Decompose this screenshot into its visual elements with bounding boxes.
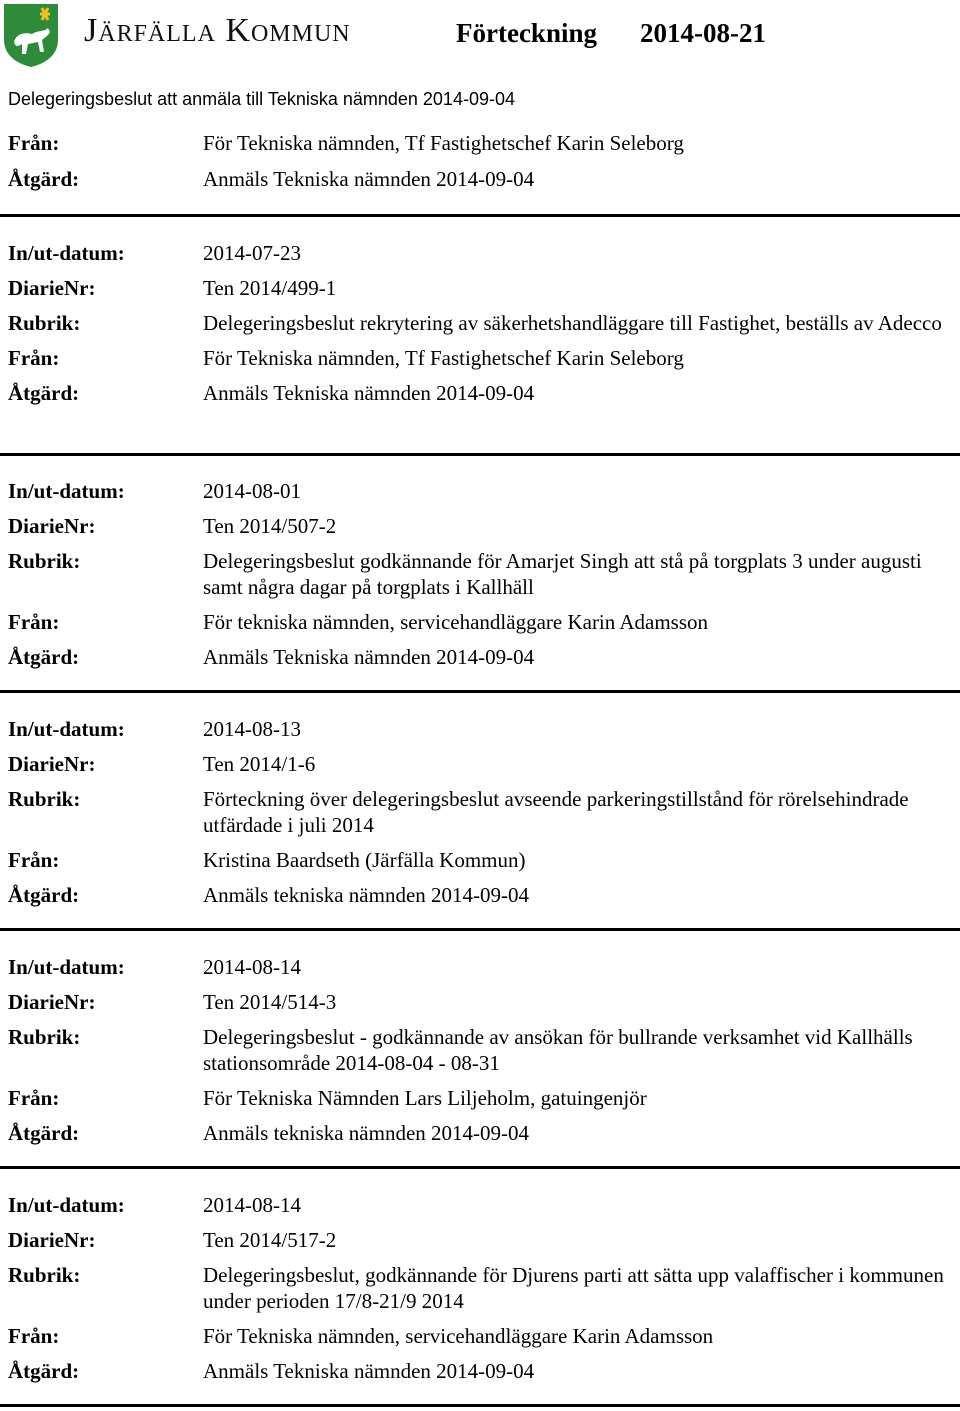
- from-label: Från:: [8, 131, 60, 155]
- date-row: [8, 478, 953, 504]
- from-value: För tekniska nämnden, servicehandläggare Karin Adamsson: [203, 610, 709, 634]
- section-divider: [0, 1404, 960, 1407]
- date-row: [8, 1192, 953, 1218]
- rubrik-row: [8, 786, 953, 838]
- from-row: [8, 345, 953, 371]
- entry-item: [8, 716, 953, 917]
- date-label: In/ut-datum:: [8, 955, 125, 979]
- jarfalla-coat-of-arms-icon: [2, 2, 60, 68]
- rubrik-label: Rubrik:: [8, 311, 81, 335]
- from-label: Från:: [8, 848, 60, 872]
- action-label: Åtgärd:: [8, 645, 80, 669]
- action-label: Åtgärd:: [8, 1359, 80, 1383]
- entry-item: [8, 240, 953, 415]
- rubrik-value: Delegeringsbeslut, godkännande för Djurens parti att sätta upp valaffischer i kommunen under perioden 17/8-21/9 2014: [203, 1263, 944, 1313]
- from-value: För Tekniska nämnden, Tf Fastighetschef Karin Seleborg: [203, 346, 684, 370]
- action-label: Åtgärd:: [8, 167, 80, 191]
- date-value: 2014-08-13: [203, 717, 301, 741]
- summary-from-row: [8, 130, 953, 166]
- diarie-value: Ten 2014/517-2: [203, 1228, 337, 1252]
- summary-action-row: [8, 166, 953, 202]
- from-row: [8, 1323, 953, 1349]
- summary-from-value: För Tekniska nämnden, Tf Fastighetschef Karin Seleborg: [203, 131, 684, 155]
- date-value: 2014-08-14: [203, 955, 301, 979]
- action-value: Anmäls tekniska nämnden 2014-09-04: [203, 883, 530, 907]
- date-value: 2014-08-01: [203, 479, 301, 503]
- rubrik-value: Delegeringsbeslut - godkännande av ansökan för bullrande verksamhet vid Kallhälls stationsområde 2014-08-04 - 08-31: [203, 1025, 913, 1075]
- document-header: [0, 0, 960, 72]
- action-label: Åtgärd:: [8, 1121, 80, 1145]
- rubrik-label: Rubrik:: [8, 1025, 81, 1049]
- date-value: 2014-07-23: [203, 241, 301, 265]
- document-title: Förteckning: [456, 18, 597, 48]
- municipality-name: Järfälla Kommun: [84, 12, 351, 49]
- rubrik-value: Förteckning över delegeringsbeslut avseende parkeringstillstånd för rörelsehindrade utfärdade i juli 2014: [203, 787, 909, 837]
- entry-item: [8, 1192, 953, 1393]
- action-row: [8, 882, 953, 908]
- diarie-row: [8, 275, 953, 301]
- diarie-label: DiarieNr:: [8, 752, 96, 776]
- diarie-row: [8, 989, 953, 1015]
- from-value: Kristina Baardseth (Järfälla Kommun): [203, 848, 526, 872]
- from-value: För Tekniska Nämnden Lars Liljeholm, gatuingenjör: [203, 1086, 647, 1110]
- action-row: [8, 380, 953, 406]
- action-row: [8, 1358, 953, 1384]
- diarie-value: Ten 2014/1-6: [203, 752, 316, 776]
- diarie-label: DiarieNr:: [8, 990, 96, 1014]
- from-label: Från:: [8, 1086, 60, 1110]
- rubrik-label: Rubrik:: [8, 787, 81, 811]
- document-date: 2014-08-21: [640, 18, 766, 48]
- rubrik-value: Delegeringsbeslut godkännande för Amarjet Singh att stå på torgplats 3 under augusti samt några dagar på torgplats i Kallhäll: [203, 549, 922, 599]
- date-label: In/ut-datum:: [8, 717, 125, 741]
- summary-action-value: Anmäls Tekniska nämnden 2014-09-04: [203, 167, 535, 191]
- summary-block: [8, 130, 953, 202]
- entry-item: [8, 478, 953, 679]
- from-label: Från:: [8, 346, 60, 370]
- from-row: [8, 1085, 953, 1111]
- date-label: In/ut-datum:: [8, 1193, 125, 1217]
- diarie-value: Ten 2014/507-2: [203, 514, 337, 538]
- from-label: Från:: [8, 610, 60, 634]
- diarie-value: Ten 2014/499-1: [203, 276, 337, 300]
- action-value: Anmäls Tekniska nämnden 2014-09-04: [203, 645, 535, 669]
- diarie-label: DiarieNr:: [8, 514, 96, 538]
- action-row: [8, 644, 953, 670]
- date-row: [8, 954, 953, 980]
- section-divider: [0, 690, 960, 693]
- diarie-label: DiarieNr:: [8, 1228, 96, 1252]
- diarie-value: Ten 2014/514-3: [203, 990, 337, 1014]
- from-row: [8, 609, 953, 635]
- diarie-row: [8, 513, 953, 539]
- date-label: In/ut-datum:: [8, 241, 125, 265]
- rubrik-row: [8, 1024, 953, 1076]
- action-row: [8, 1120, 953, 1146]
- action-value: Anmäls Tekniska nämnden 2014-09-04: [203, 381, 535, 405]
- section-divider: [0, 214, 960, 217]
- rubrik-row: [8, 310, 953, 336]
- rubrik-row: [8, 1262, 953, 1314]
- from-label: Från:: [8, 1324, 60, 1348]
- date-value: 2014-08-14: [203, 1193, 301, 1217]
- section-divider: [0, 1166, 960, 1169]
- document-subtitle: Delegeringsbeslut att anmäla till Tekniska nämnden 2014-09-04: [8, 89, 515, 109]
- rubrik-row: [8, 548, 953, 600]
- from-value: För Tekniska nämnden, servicehandläggare Karin Adamsson: [203, 1324, 714, 1348]
- diarie-label: DiarieNr:: [8, 276, 96, 300]
- diarie-row: [8, 751, 953, 777]
- section-divider: [0, 453, 960, 456]
- date-label: In/ut-datum:: [8, 479, 125, 503]
- action-label: Åtgärd:: [8, 883, 80, 907]
- entry-item: [8, 954, 953, 1155]
- rubrik-label: Rubrik:: [8, 1263, 81, 1287]
- rubrik-value: Delegeringsbeslut rekrytering av säkerhetshandläggare till Fastighet, beställs av Adecco: [203, 311, 942, 335]
- diarie-row: [8, 1227, 953, 1253]
- from-row: [8, 847, 953, 873]
- date-row: [8, 240, 953, 266]
- date-row: [8, 716, 953, 742]
- rubrik-label: Rubrik:: [8, 549, 81, 573]
- action-value: Anmäls tekniska nämnden 2014-09-04: [203, 1121, 530, 1145]
- action-value: Anmäls Tekniska nämnden 2014-09-04: [203, 1359, 535, 1383]
- action-label: Åtgärd:: [8, 381, 80, 405]
- section-divider: [0, 928, 960, 931]
